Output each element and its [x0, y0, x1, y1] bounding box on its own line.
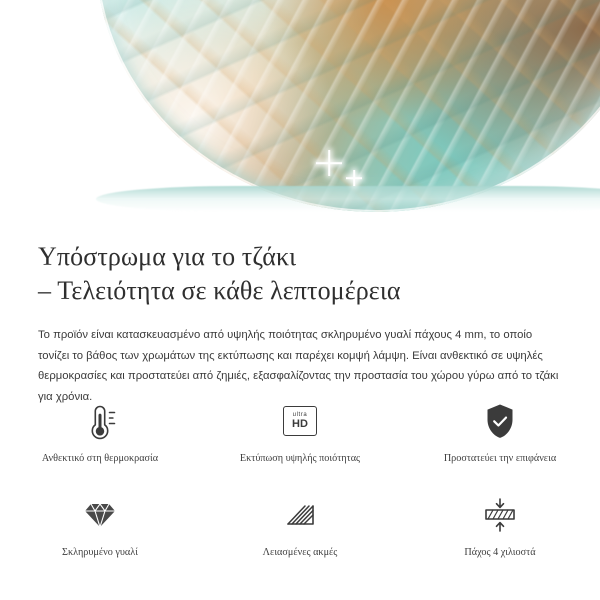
feature-label: Σκληρυμένο γυαλί [62, 546, 138, 558]
feature-label: Ανθεκτικό στη θερμοκρασία [41, 453, 159, 464]
headline-line-2: – Τελειότητα σε κάθε λεπτομέρεια [38, 276, 401, 306]
features-section [0, 398, 600, 560]
page-title [38, 240, 562, 309]
thermometer-icon [80, 398, 120, 444]
marble-glass-board-graphic [96, 0, 600, 212]
thickness-icon [478, 492, 522, 538]
ultra-hd-top-text: ultra [292, 412, 308, 418]
feature-label: Λειασμένες ακμές [262, 546, 338, 558]
features-row-2 [0, 492, 600, 560]
feature-polished-edges [200, 492, 400, 560]
feature-thickness [400, 492, 600, 560]
feature-label: Εκτύπωση υψηλής ποιότητας [239, 453, 361, 464]
headline-line-1: Υπόστρωμα για το τζάκι [38, 242, 297, 271]
hero-image [0, 0, 600, 212]
feature-label: Προστατεύει την επιφάνεια [443, 453, 557, 464]
diamond-icon [80, 492, 120, 538]
feature-heat-resistant [0, 398, 200, 466]
feature-label: Πάχος 4 χιλιοστά [464, 546, 536, 558]
feature-tempered-glass [0, 492, 200, 560]
ultra-hd-bottom-text: HD [292, 418, 308, 430]
shield-check-icon [480, 398, 520, 444]
ultra-hd-icon [283, 398, 317, 444]
features-row-1 [0, 398, 600, 466]
content-block [0, 212, 600, 408]
body-paragraph: Το προϊόν είναι κατασκευασμένο από υψηλής ποιότητας σκληρυμένο γυαλί πάχους 4 mm, το οποίο τονίζει το βάθος των χρωμάτων της εκτύπωσης και παρέχει κομψή λάμψη. Είναι ανθεκτικό σε υψηλές θερμοκρασίες και προστατεύει από ζημιές, εξασφαλίζοντας την προστασία του χώρου γύρω από το τζάκι για χρόνια. [38, 328, 559, 404]
feature-ultra-hd-print [200, 398, 400, 466]
polished-edges-icon [279, 492, 321, 538]
feature-surface-protection [400, 398, 600, 466]
